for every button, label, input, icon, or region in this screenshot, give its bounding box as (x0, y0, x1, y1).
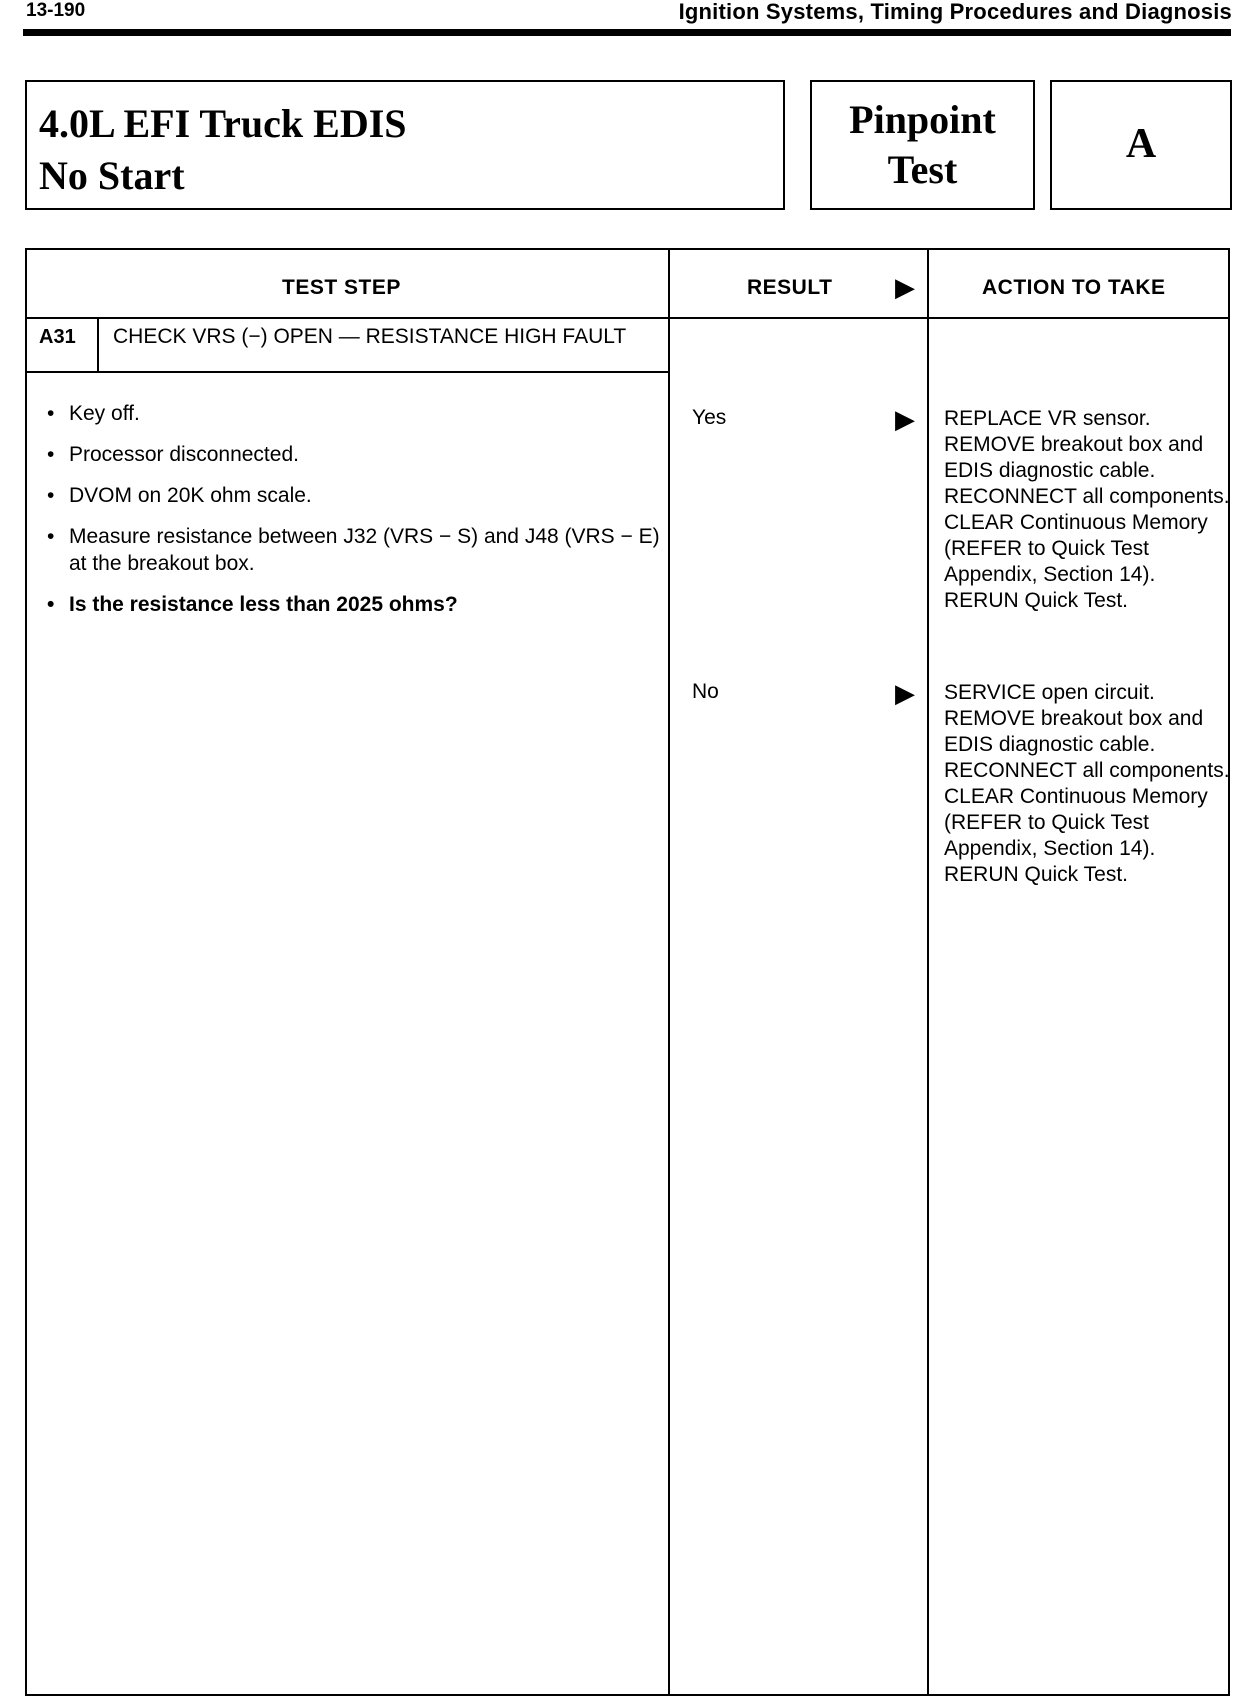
header-rule (23, 29, 1231, 36)
header-result: RESULT (747, 276, 833, 299)
test-letter: A (1125, 121, 1157, 167)
col-divider-1 (668, 250, 670, 1694)
action-yes: REPLACE VR sensor. REMOVE breakout box and EDIS diagnostic cable. RECONNECT all components. CLEAR Continuous Memory (REFER to Quick Test Appendix, Section 14). RERUN Quick Test. (944, 407, 1230, 612)
pinpoint-line-1: Pinpoint (849, 97, 996, 142)
instruction-item: • Measure resistance between J32 (VRS − S) and J48 (VRS − E) at the breakout box. (41, 523, 661, 577)
header-action: ACTION TO TAKE (982, 276, 1166, 299)
page-number: 13-190 (26, 0, 86, 21)
step-id: A31 (39, 326, 76, 348)
pinpoint-line-2: Test (887, 147, 958, 192)
step-id-divider (97, 317, 99, 373)
result-yes-arrow-icon: ▶ (895, 404, 915, 434)
title-box (25, 80, 785, 210)
test-letter-box (1050, 80, 1232, 210)
pinpoint-label (812, 95, 1033, 195)
step-title: CHECK VRS (−) OPEN — RESISTANCE HIGH FAULT (113, 325, 627, 348)
result-yes: Yes (692, 406, 727, 429)
instruction-item: • DVOM on 20K ohm scale. (41, 482, 661, 509)
test-table (25, 248, 1230, 1696)
step-instructions (41, 400, 661, 632)
action-no: SERVICE open circuit. REMOVE breakout box and EDIS diagnostic cable. RECONNECT all components. CLEAR Continuous Memory (REFER to Quick Test Appendix, Section 14). RERUN Quick Test. (944, 681, 1230, 886)
step-box-divider (27, 371, 668, 373)
header-test-step: TEST STEP (282, 276, 401, 299)
instruction-item: • Processor disconnected. (41, 441, 661, 468)
header-arrow-icon: ▶ (895, 272, 915, 302)
title-line-2: No Start (39, 153, 185, 198)
pinpoint-box (810, 80, 1035, 210)
header-divider (27, 317, 1228, 319)
result-no-arrow-icon: ▶ (895, 678, 915, 708)
instruction-question: • Is the resistance less than 2025 ohms? (41, 591, 661, 618)
title-line-1: 4.0L EFI Truck EDIS (39, 101, 407, 146)
instruction-item: • Key off. (41, 400, 661, 427)
result-no: No (692, 680, 719, 703)
col-divider-2 (927, 250, 929, 1694)
running-title: Ignition Systems, Timing Procedures and Diagnosis (678, 0, 1232, 24)
